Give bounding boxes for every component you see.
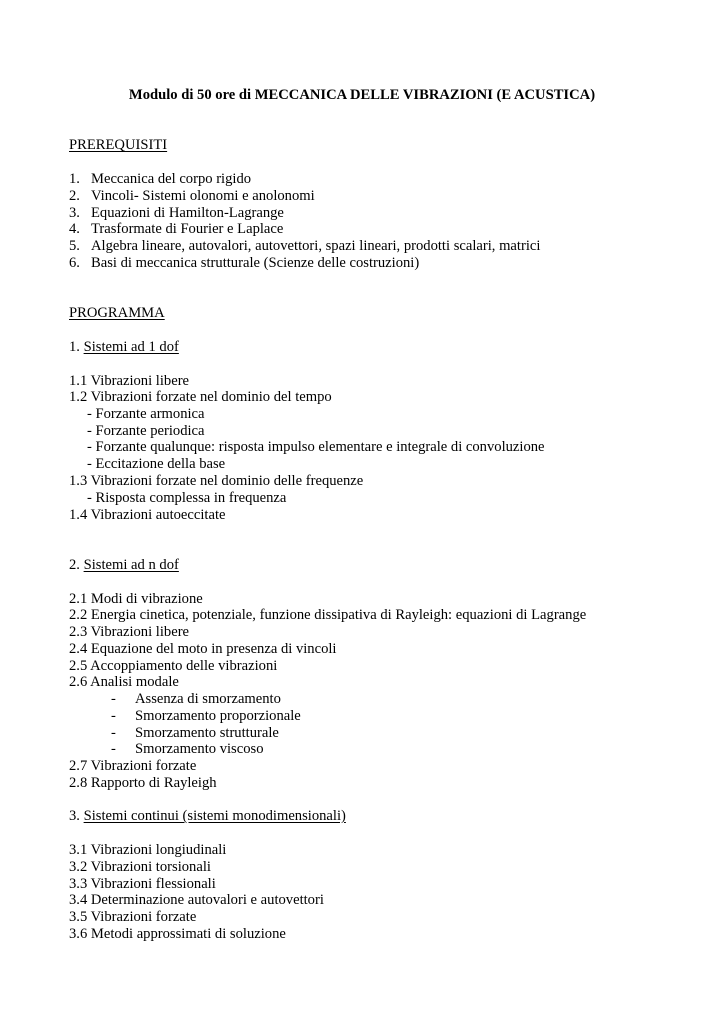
program-line: 3.4 Determinazione autovalori e autovettori — [69, 892, 324, 908]
program-subline-text: Smorzamento strutturale — [135, 725, 279, 741]
prereq-text: Meccanica del corpo rigido — [91, 171, 252, 187]
section-title: Sistemi ad 1 dof — [83, 339, 179, 355]
program-line: 3.6 Metodi approssimati di soluzione — [69, 926, 286, 942]
document-title: Modulo di 50 ore di MECCANICA DELLE VIBRAZIONI (E ACUSTICA) — [128, 87, 596, 103]
section-1-heading — [69, 339, 179, 356]
prereq-num: 2. — [69, 188, 80, 204]
program-subline — [111, 725, 279, 742]
prereq-item — [69, 188, 315, 205]
program-subline: - Forzante armonica — [87, 406, 205, 422]
program-line: 3.1 Vibrazioni longiudinali — [69, 842, 227, 858]
prereq-item — [69, 171, 251, 188]
prereq-num: 5. — [69, 238, 80, 254]
program-line: 1.1 Vibrazioni libere — [69, 373, 190, 389]
program-line: 1.4 Vibrazioni autoeccitate — [69, 507, 226, 523]
program-line: 2.7 Vibrazioni forzate — [69, 758, 197, 774]
bullet-dash: - — [111, 708, 116, 724]
prereq-text: Basi di meccanica strutturale (Scienze delle costruzioni) — [91, 255, 420, 271]
prereq-text: Algebra lineare, autovalori, autovettori, spazi lineari, prodotti scalari, matrici — [91, 238, 541, 254]
program-subline: - Forzante periodica — [87, 423, 205, 439]
program-subline-text: Smorzamento viscoso — [135, 741, 264, 757]
prereq-item — [69, 255, 419, 272]
program-subline: - Forzante qualunque: risposta impulso elementare e integrale di convoluzione — [87, 439, 545, 455]
section-num: 1. — [69, 339, 80, 355]
prereq-item — [69, 221, 283, 238]
program-line: 2.1 Modi di vibrazione — [69, 591, 203, 607]
program-line: 2.8 Rapporto di Rayleigh — [69, 775, 217, 791]
program-subline: - Risposta complessa in frequenza — [87, 490, 287, 506]
bullet-dash: - — [111, 691, 116, 707]
prereq-num: 6. — [69, 255, 80, 271]
prereq-item — [69, 205, 284, 222]
program-line: 2.2 Energia cinetica, potenziale, funzione dissipativa di Rayleigh: equazioni di Lagrange — [69, 607, 587, 623]
prereq-text: Equazioni di Hamilton-Lagrange — [91, 205, 284, 221]
program-line: 1.2 Vibrazioni forzate nel dominio del tempo — [69, 389, 332, 405]
program-subline — [111, 691, 281, 708]
program-subline — [111, 741, 264, 758]
section-title: Sistemi ad n dof — [83, 557, 179, 573]
bullet-dash: - — [111, 741, 116, 757]
program-subline-text: Assenza di smorzamento — [135, 691, 281, 707]
program-line: 3.5 Vibrazioni forzate — [69, 909, 197, 925]
program-line: 2.3 Vibrazioni libere — [69, 624, 190, 640]
program-subline-text: Smorzamento proporzionale — [135, 708, 301, 724]
section-num: 3. — [69, 808, 80, 824]
prereq-num: 4. — [69, 221, 80, 237]
bullet-dash: - — [111, 725, 116, 741]
section-num: 2. — [69, 557, 80, 573]
program-line: 1.3 Vibrazioni forzate nel dominio delle frequenze — [69, 473, 364, 489]
section-3-heading — [69, 808, 346, 825]
prereq-num: 3. — [69, 205, 80, 221]
program-line: 3.2 Vibrazioni torsionali — [69, 859, 211, 875]
prereq-text: Vincoli- Sistemi olonomi e anolonomi — [91, 188, 315, 204]
prereq-heading: PREREQUISITI — [69, 137, 168, 153]
program-line: 3.3 Vibrazioni flessionali — [69, 876, 216, 892]
prereq-text: Trasformate di Fourier e Laplace — [91, 221, 284, 237]
program-heading: PROGRAMMA — [69, 305, 165, 321]
prereq-item — [69, 238, 540, 255]
section-title: Sistemi continui (sistemi monodimensionali) — [83, 808, 346, 824]
program-line: 2.4 Equazione del moto in presenza di vincoli — [69, 641, 337, 657]
program-line: 2.6 Analisi modale — [69, 674, 179, 690]
section-2-heading — [69, 557, 179, 574]
prereq-num: 1. — [69, 171, 80, 187]
program-line: 2.5 Accoppiamento delle vibrazioni — [69, 658, 278, 674]
program-subline — [111, 708, 301, 725]
program-subline: - Eccitazione della base — [87, 456, 226, 472]
